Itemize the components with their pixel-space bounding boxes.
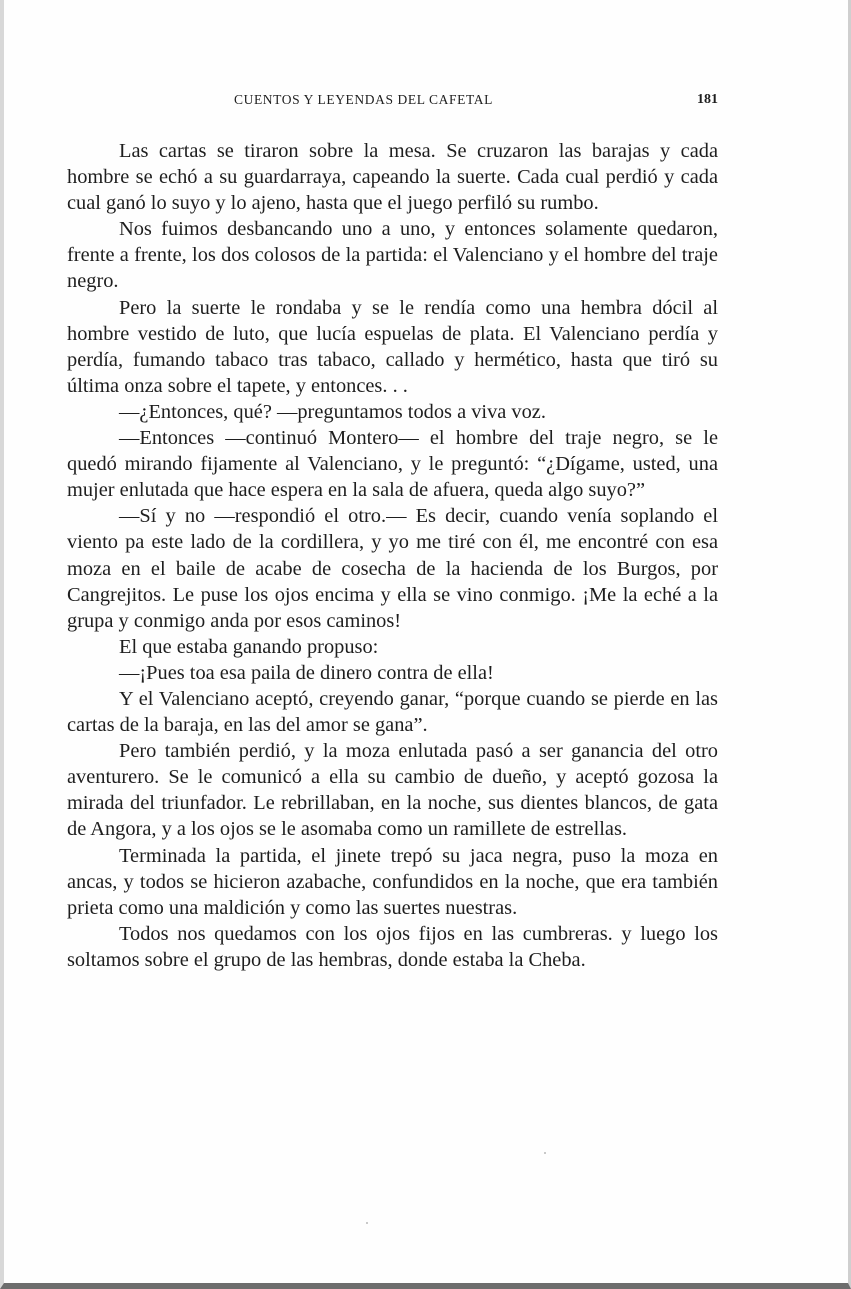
running-title: CUENTOS Y LEYENDAS DEL CAFETAL <box>234 92 493 107</box>
paragraph: Y el Valenciano aceptó, creyendo ganar, “porque cuando se pierde en las cartas de la baraja, en las del amor se gana”. <box>67 687 718 737</box>
paragraph: El que estaba ganando propuso: <box>119 635 379 658</box>
paragraph: —Entonces —continuó Montero— el hombre del traje negro, se le quedó mirando fijamente al Valenciano, y le preguntó: “¿Dígame, usted, una mujer enlutada que hace espera en la sala de afuera, queda algo suyo?” <box>67 427 718 502</box>
paragraph: Pero también perdió, y la moza enlutada pasó a ser ganancia del otro aventurero. Se le comunicó a ella su cambio de dueño, y aceptó gozosa la mirada del triunfador. Le rebrillaban, en la noche, sus dientes blancos, de gata de Angora, y a los ojos se le asomaba como un ramillete de estrellas. <box>67 740 718 841</box>
body-text <box>67 138 718 973</box>
paragraph: —¿Entonces, qué? —preguntamos todos a viva voz. <box>119 400 546 423</box>
paper-speck <box>544 1152 546 1154</box>
paragraph: —¡Pues toa esa paila de dinero contra de ella! <box>119 661 494 684</box>
paragraph: Terminada la partida, el jinete trepó su jaca negra, puso la moza en ancas, y todos se hicieron azabache, confundidos en la noche, que era también prieta como una maldición y como las suertes nuestras. <box>67 844 718 919</box>
running-head <box>114 92 718 114</box>
paper-speck <box>366 1222 368 1224</box>
paragraph: Todos nos quedamos con los ojos fijos en las cumbreras. y luego los soltamos sobre el grupo de las hembras, donde estaba la Cheba. <box>67 922 718 971</box>
paragraph: Las cartas se tiraron sobre la mesa. Se cruzaron las barajas y cada hombre se echó a su guardarraya, capeando la suerte. Cada cual perdió y cada cual ganó lo suyo y lo ajeno, hasta que el juego perfiló su rumbo. <box>67 140 718 215</box>
paragraph: —Sí y no —respondió el otro.— Es decir, cuando venía soplando el viento pa este lado de la cordillera, y yo me tiré con él, me encontré con esa moza en el baile de acabe de cosecha de la hacienda de los Burgos, por Cangrejitos. Le puse los ojos encima y ella se vino conmigo. ¡Me la eché a la grupa y conmigo anda por esos caminos! <box>67 505 718 632</box>
paragraph: Pero la suerte le rondaba y se le rendía como una hembra dócil al hombre vestido de luto, que lucía espuelas de plata. El Valenciano perdía y perdía, fumando tabaco tras tabaco, callado y hermético, hasta que tiró su última onza sobre el tapete, y entonces. . . <box>67 296 718 397</box>
paragraph: Nos fuimos desbancando uno a uno, y entonces solamente quedaron, frente a frente, los dos colosos de la partida: el Valenciano y el hombre del traje negro. <box>67 218 718 293</box>
page-number: 181 <box>697 92 718 107</box>
